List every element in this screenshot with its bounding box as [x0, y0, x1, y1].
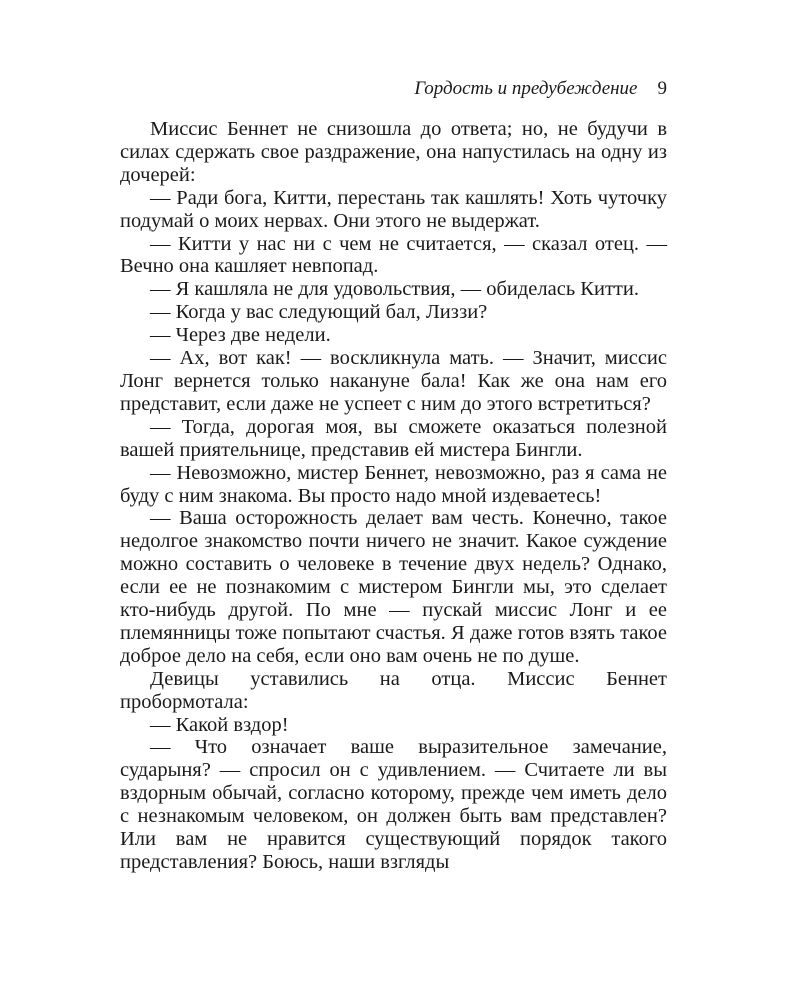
paragraph: — Невозможно, мистер Беннет, невозможно, раз я сама не буду с ним знакома. Вы просто надо мной издеваетесь! [120, 461, 667, 507]
paragraph: — Какой вздор! [150, 713, 289, 736]
paragraph: — Китти у нас ни с чем не считается, — сказал отец. — Вечно она кашляет невпопад. [120, 232, 667, 278]
book-title: Гордость и предубеждение [414, 78, 638, 99]
paragraph: — Что означает ваше выразительное замечание, сударыня? — спросил он с удивлением. — Считаете ли вы вздорным обычай, согласно которому, прежде чем иметь дело с незнакомым человеком, он должен быть вам представлен? Или вам не нравится существующий порядок такого представления? Боюсь, наши взгляды [120, 736, 667, 873]
paragraph: — Когда у вас следующий бал, Лиззи? [150, 301, 488, 324]
paragraph: — Ради бога, Китти, перестань так кашлять! Хоть чуточку подумай о моих нервах. Они этого не выдержат. [120, 186, 667, 232]
page-number: 9 [657, 78, 667, 99]
paragraph: — Через две недели. [150, 324, 331, 347]
paragraph: — Я кашляла не для удовольствия, — обиделась Китти. [150, 278, 639, 301]
paragraph: — Тогда, дорогая моя, вы сможете оказаться полезной вашей приятельнице, представив ей мистера Бингли. [120, 415, 667, 461]
body-text [120, 118, 667, 874]
paragraph: — Ваша осторожность делает вам честь. Конечно, такое недолгое знакомство почти ничего не значит. Какое суждение можно составить о человеке в течение двух недель? Однако, если ее не познакомим с мистером Бингли мы, это сделает кто-нибудь другой. По мне — пускай миссис Лонг и ее племянницы тоже попытают счастья. Я даже готов взять такое доброе дело на себя, если оно вам очень не по душе. [120, 507, 667, 667]
paragraph: Девицы уставились на отца. Миссис Беннет пробормотала: [120, 667, 667, 713]
paragraph: — Ах, вот как! — воскликнула мать. — Значит, миссис Лонг вернется только накануне бала! Как же она нам его представит, если даже не успеет с ним до этого встретиться? [120, 347, 667, 415]
running-head [120, 78, 667, 100]
paragraph: Миссис Беннет не снизошла до ответа; но, не будучи в силах сдержать свое раздражение, она напустилась на одну из дочерей: [120, 118, 667, 186]
